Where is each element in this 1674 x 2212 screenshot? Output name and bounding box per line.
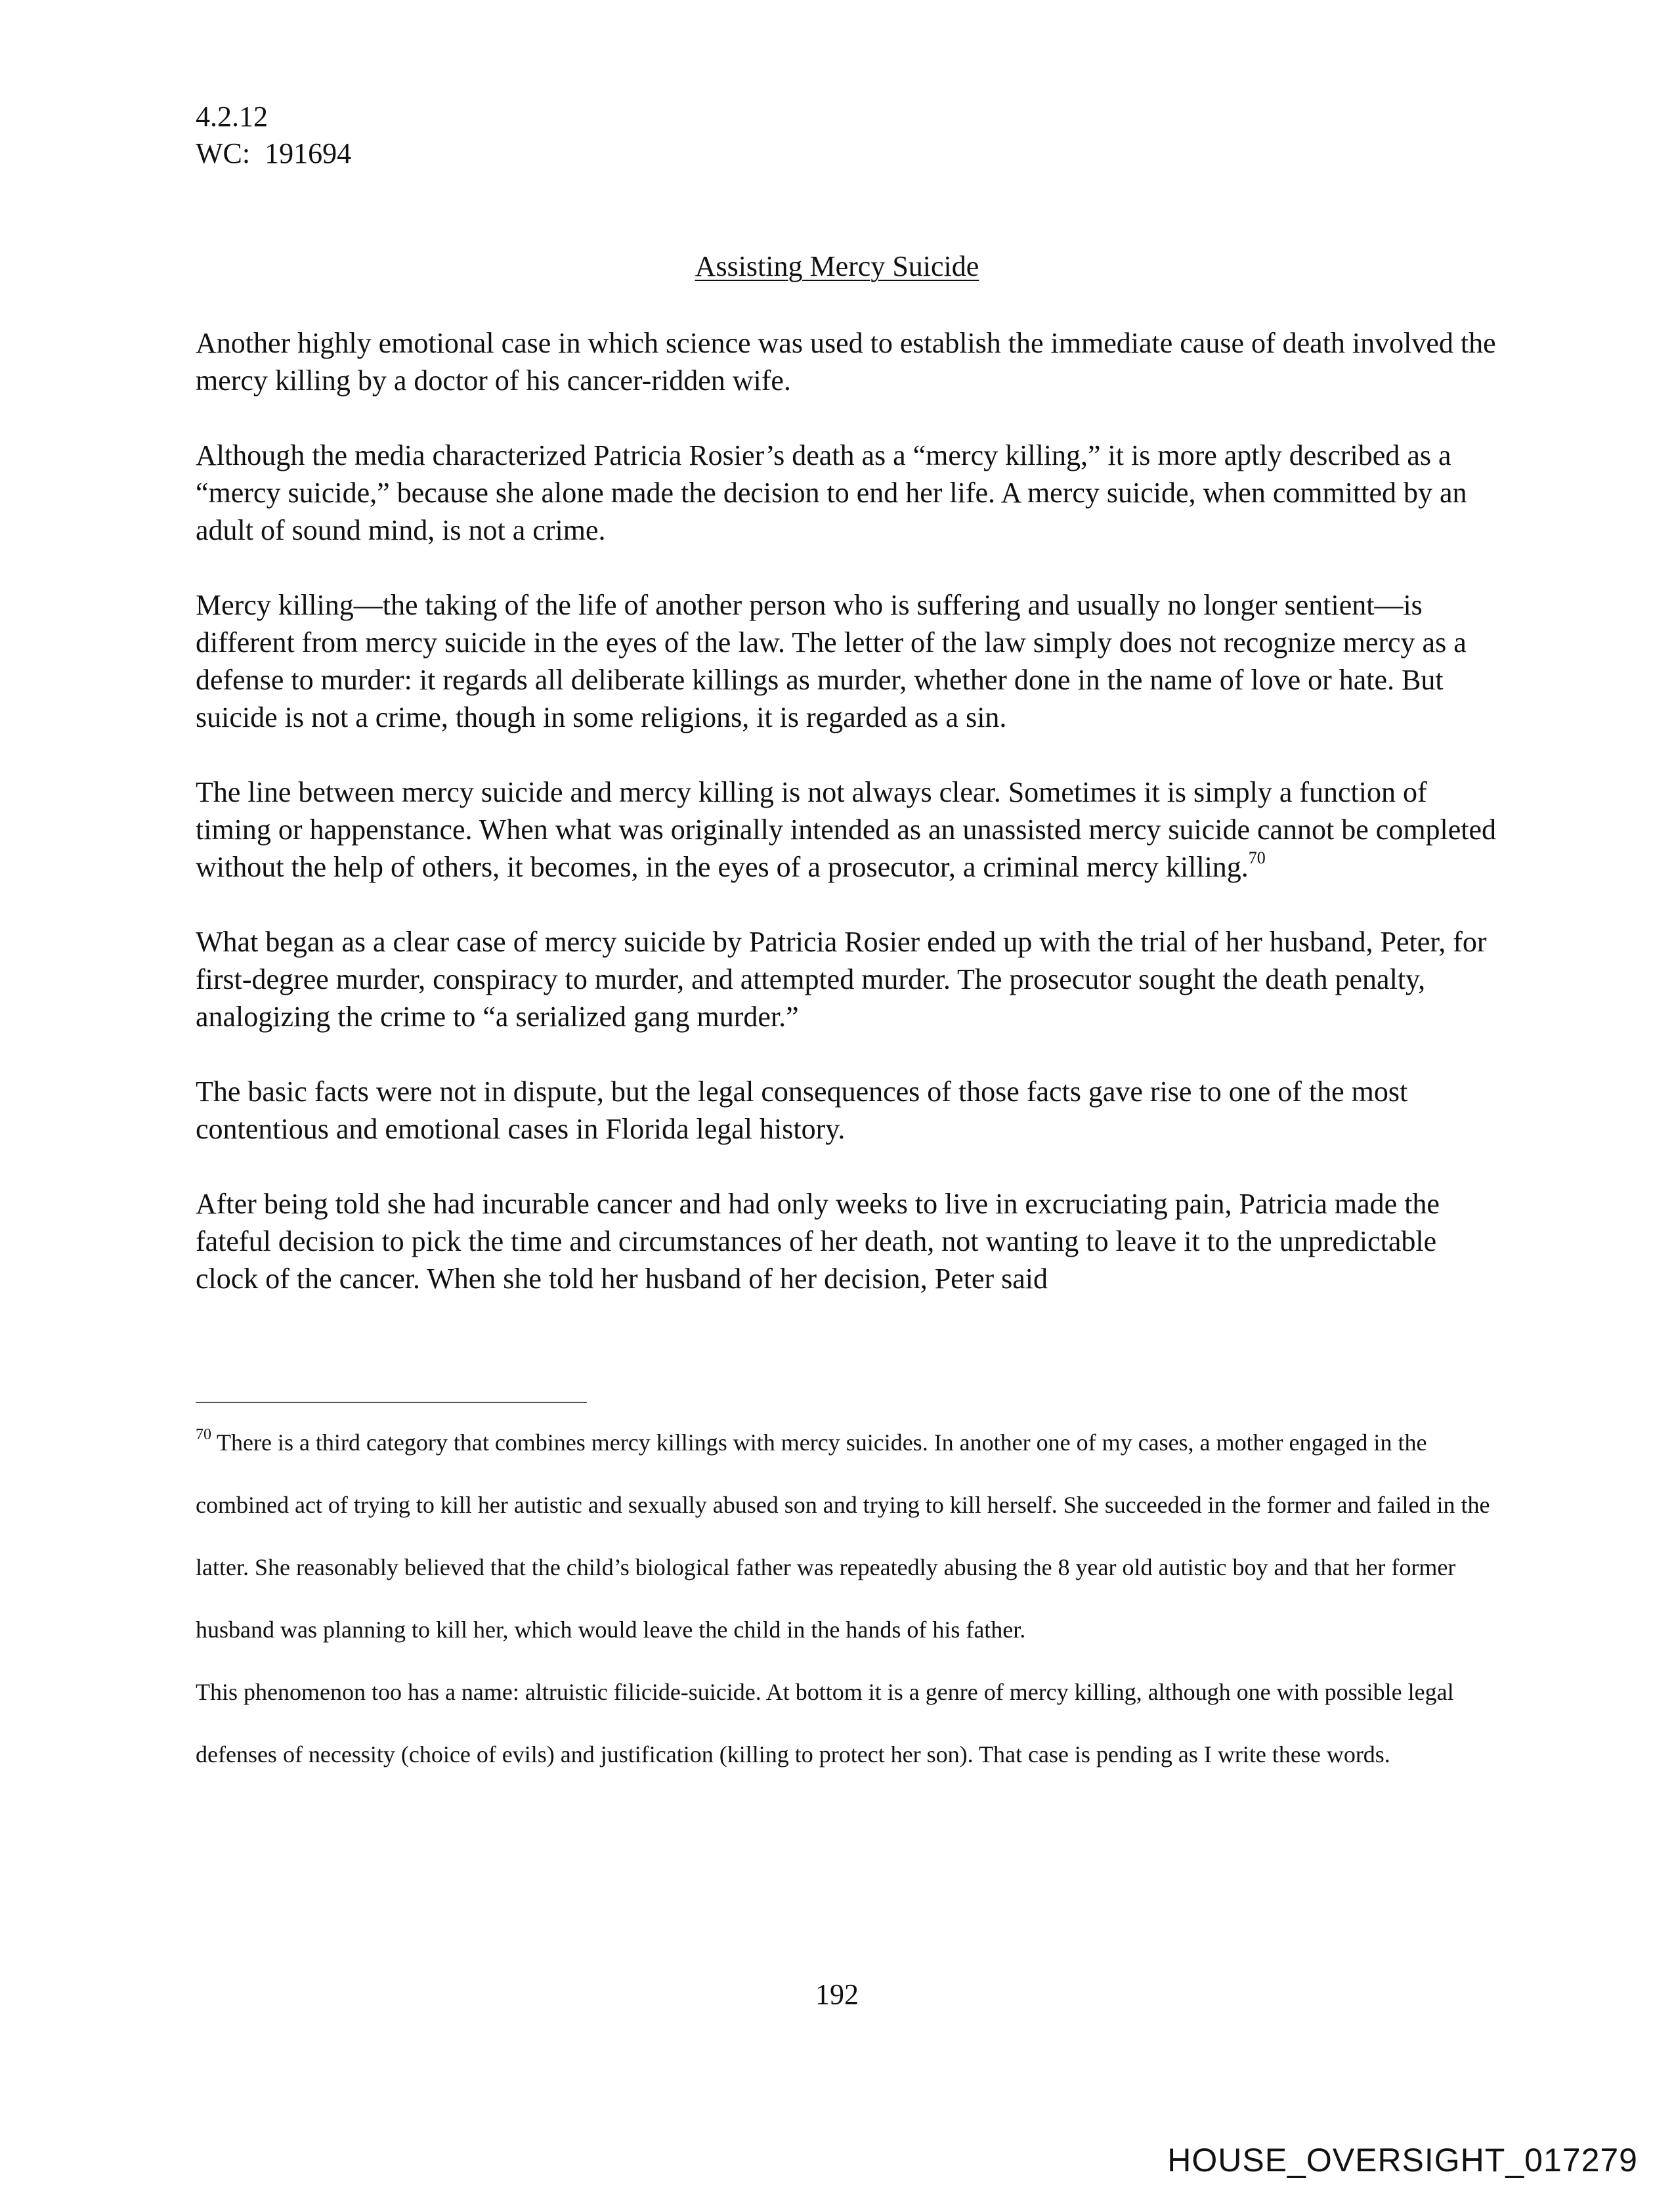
document-header	[196, 98, 351, 172]
paragraph-4	[196, 773, 1502, 886]
paragraph-1: Another highly emotional case in which science was used to establish the immediate cause of death involved the mercy killing by a doctor of his cancer-ridden wife.	[196, 327, 1496, 397]
footnote-number: 70	[196, 1426, 211, 1443]
bates-stamp: HOUSE_OVERSIGHT_017279	[1167, 2142, 1638, 2179]
paragraph-4-text: The line between mercy suicide and mercy killing is not always clear. Sometimes it is simply a function of timing or happenstance. When what was originally intended as an unassisted mercy suicide cannot be completed without the help of others, it becomes, in the eyes of a prosecutor, a criminal mercy killing.	[196, 776, 1497, 883]
paragraph-6: The basic facts were not in dispute, but the legal consequences of those facts gave rise to one of the most contentious and emotional cases in Florida legal history.	[196, 1075, 1408, 1145]
paragraph-5: What began as a clear case of mercy suicide by Patricia Rosier ended up with the trial of her husband, Peter, for first-degree murder, conspiracy to murder, and attempted murder. The prosecutor sought the death penalty, analogizing the crime to “a serialized gang murder.”	[196, 926, 1487, 1033]
footnote	[196, 1412, 1502, 1786]
footnote-paragraph-1	[196, 1412, 1502, 1661]
paragraph-3: Mercy killing—the taking of the life of another person who is suffering and usually no longer sentient—is different from mercy suicide in the eyes of the law. The letter of the law simply does not recognize mercy as a defense to murder: it regards all deliberate killings as murder, whether done in the name of love or hate. But suicide is not a crime, though in some religions, it is regarded as a sin.	[196, 589, 1467, 733]
header-word-count: WC: 191694	[196, 137, 352, 169]
footnote-divider	[196, 1402, 587, 1403]
body-text	[196, 324, 1502, 1297]
section-title-text: Assisting Mercy Suicide	[695, 250, 979, 282]
paragraph-2: Although the media characterized Patricia Rosier’s death as a “mercy killing,” it is more aptly described as a “mercy suicide,” because she alone made the decision to end her life. A mercy suicide, when committed by an adult of sound mind, is not a crime.	[196, 439, 1467, 546]
section-title	[0, 248, 1674, 285]
footnote-reference[interactable]: 70	[1248, 848, 1266, 868]
footnote-paragraph-2: This phenomenon too has a name: altruistic filicide-suicide. At bottom it is a genre of mercy killing, although one with possible legal defenses of necessity (choice of evils) and justification (killing to protect her son). That case is pending as I write these words.	[196, 1679, 1454, 1767]
header-date: 4.2.12	[196, 100, 268, 133]
page-number: 192	[815, 1978, 859, 2010]
paragraph-7: After being told she had incurable cancer and had only weeks to live in excruciating pain, Patricia made the fateful decision to pick the time and circumstances of her death, not wanting to leave it to the unpredictable clock of the cancer. When she told her husband of her decision, Peter said	[196, 1188, 1440, 1295]
footnote-text-1: There is a third category that combines mercy killings with mercy suicides. In another one of my cases, a mother engaged in the combined act of trying to kill her autistic and sexually abused son and trying to kill herself. She succeeded in the former and failed in the latter. She reasonably believed that the child’s biological father was repeatedly abusing the 8 year old autistic boy and that her former husband was planning to kill her, which would leave the child in the hands of his father.	[196, 1429, 1490, 1643]
